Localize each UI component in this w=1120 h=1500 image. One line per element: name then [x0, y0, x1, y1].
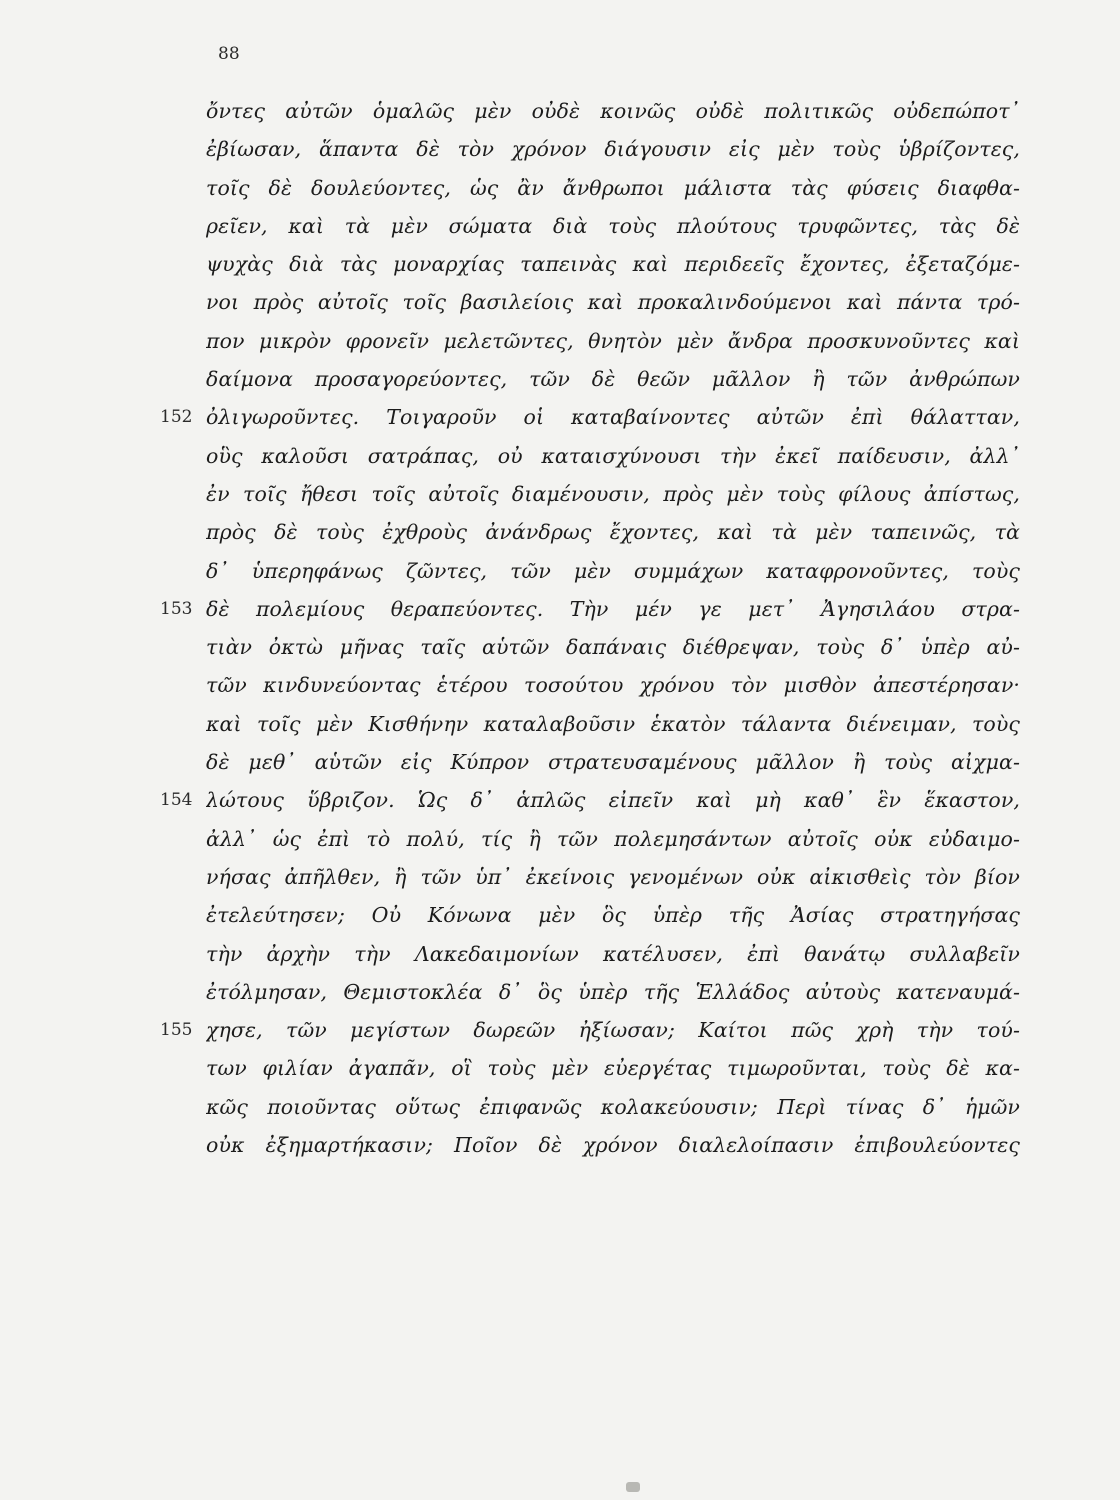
- line-text: ἐτελεύτησεν; Οὐ Κόνωνα μὲν ὃς ὑπὲρ τῆς Ἀσίας στρατηγήσας: [206, 903, 1020, 928]
- text-line: [0, 973, 1120, 1011]
- text-line: [0, 590, 1120, 628]
- text-line: [0, 207, 1120, 245]
- text-line: [0, 398, 1120, 436]
- text-line: [0, 935, 1120, 973]
- line-text: τὴν ἀρχὴν τὴν Λακεδαιμονίων κατέλυσεν, ἐπὶ θανάτῳ συλλαβεῖν: [206, 941, 1020, 966]
- text-line: [0, 1011, 1120, 1049]
- line-text: τιὰν ὀκτὼ μῆνας ταῖς αὑτῶν δαπάναις διέθρεψαν, τοὺς δ᾽ ὑπὲρ αὐ-: [206, 635, 1020, 660]
- text-line: [0, 475, 1120, 513]
- text-line: [0, 360, 1120, 398]
- line-text: δ᾽ ὑπερηφάνως ζῶντες, τῶν μὲν συμμάχων καταφρονοῦντες, τοὺς: [206, 558, 1020, 583]
- text-line: [0, 858, 1120, 896]
- text-line: [0, 245, 1120, 283]
- line-text: δὲ πολεμίους θεραπεύοντες. Τὴν μέν γε μετ᾽ Ἀγησιλάου στρα-: [206, 596, 1020, 621]
- text-line: [0, 1126, 1120, 1164]
- text-line: [0, 513, 1120, 551]
- text-line: [0, 1088, 1120, 1126]
- section-number: 152: [160, 407, 193, 428]
- line-text: οὐκ ἐξημαρτήκασιν; Ποῖον δὲ χρόνον διαλελοίπασιν ἐπιβουλεύοντες: [206, 1133, 1020, 1158]
- section-number: 153: [160, 598, 193, 619]
- line-text: ὀλιγωροῦντες. Τοιγαροῦν οἱ καταβαίνοντες αὐτῶν ἐπὶ θάλατταν,: [206, 405, 1020, 430]
- text-line: [0, 169, 1120, 207]
- line-text: τοῖς δὲ δουλεύοντες, ὡς ἂν ἄνθρωποι μάλιστα τὰς φύσεις διαφθα-: [206, 175, 1020, 200]
- text-line: [0, 743, 1120, 781]
- line-text: καὶ τοῖς μὲν Κισθήνην καταλαβοῦσιν ἑκατὸν τάλαντα διένειμαν, τοὺς: [206, 711, 1020, 736]
- line-text: των φιλίαν ἀγαπᾶν, οἳ τοὺς μὲν εὐεργέτας τιμωροῦνται, τοὺς δὲ κα-: [206, 1056, 1020, 1081]
- page-number: 88: [218, 44, 240, 64]
- text-line: [0, 1049, 1120, 1087]
- text-line: [0, 552, 1120, 590]
- text-line: [0, 92, 1120, 130]
- line-text: ἐβίωσαν, ἅπαντα δὲ τὸν χρόνον διάγουσιν εἰς μὲν τοὺς ὑβρίζοντες,: [206, 137, 1020, 162]
- line-text: ἀλλ᾽ ὡς ἐπὶ τὸ πολύ, τίς ἢ τῶν πολεμησάντων αὐτοῖς οὐκ εὐδαιμο-: [206, 826, 1020, 851]
- line-text: λώτους ὕβριζον. Ὡς δ᾽ ἁπλῶς εἰπεῖν καὶ μὴ καθ᾽ ἓν ἕκαστον,: [206, 788, 1020, 813]
- line-text: νήσας ἀπῆλθεν, ἢ τῶν ὑπ᾽ ἐκείνοις γενομένων οὐκ αἰκισθεὶς τὸν βίον: [206, 864, 1020, 889]
- section-number: 154: [160, 790, 193, 811]
- line-text: πον μικρὸν φρονεῖν μελετῶντες, θνητὸν μὲν ἄνδρα προσκυνοῦντες καὶ: [206, 328, 1020, 353]
- text-line: [0, 628, 1120, 666]
- line-text: ἐτόλμησαν, Θεμιστοκλέα δ᾽ ὃς ὑπὲρ τῆς Ἑλλάδος αὐτοὺς κατεναυμά-: [206, 979, 1020, 1004]
- line-text: ὄντες αὐτῶν ὁμαλῶς μὲν οὐδὲ κοινῶς οὐδὲ πολιτικῶς οὐδεπώποτ᾽: [206, 99, 1020, 123]
- text-line: [0, 322, 1120, 360]
- text-line: [0, 705, 1120, 743]
- section-number: 155: [160, 1020, 193, 1041]
- line-text: ψυχὰς διὰ τὰς μοναρχίας ταπεινὰς καὶ περιδεεῖς ἔχοντες, ἐξεταζόμε-: [206, 252, 1020, 277]
- page-smudge: [626, 1482, 640, 1492]
- line-text: κῶς ποιοῦντας οὕτως ἐπιφανῶς κολακεύουσιν; Περὶ τίνας δ᾽ ἡμῶν: [206, 1094, 1020, 1119]
- line-text: ἐν τοῖς ἤθεσι τοῖς αὐτοῖς διαμένουσιν, πρὸς μὲν τοὺς φίλους ἀπίστως,: [206, 481, 1020, 506]
- text-line: [0, 283, 1120, 321]
- body-text: [0, 92, 1120, 1164]
- line-text: τῶν κινδυνεύοντας ἑτέρου τοσούτου χρόνου τὸν μισθὸν ἀπεστέρησαν·: [206, 673, 1020, 698]
- line-text: δὲ μεθ᾽ αὑτῶν εἰς Κύπρον στρατευσαμένους μᾶλλον ἢ τοὺς αἰχμα-: [206, 750, 1020, 775]
- text-line: [0, 896, 1120, 934]
- line-text: πρὸς δὲ τοὺς ἐχθροὺς ἀνάνδρως ἔχοντες, καὶ τὰ μὲν ταπεινῶς, τὰ: [206, 520, 1020, 545]
- line-text: ρεῖεν, καὶ τὰ μὲν σώματα διὰ τοὺς πλούτους τρυφῶντες, τὰς δὲ: [206, 213, 1020, 238]
- line-text: οὓς καλοῦσι σατράπας, οὐ καταισχύνουσι τὴν ἐκεῖ παίδευσιν, ἀλλ᾽: [206, 443, 1020, 468]
- text-line: [0, 437, 1120, 475]
- line-text: χησε, τῶν μεγίστων δωρεῶν ἠξίωσαν; Καίτοι πῶς χρὴ τὴν τού-: [206, 1018, 1020, 1043]
- text-line: [0, 130, 1120, 168]
- line-text: νοι πρὸς αὐτοῖς τοῖς βασιλείοις καὶ προκαλινδούμενοι καὶ πάντα τρό-: [206, 290, 1020, 315]
- text-line: [0, 820, 1120, 858]
- line-text: δαίμονα προσαγορεύοντες, τῶν δὲ θεῶν μᾶλλον ἢ τῶν ἀνθρώπων: [206, 367, 1020, 392]
- text-line: [0, 781, 1120, 819]
- text-line: [0, 666, 1120, 704]
